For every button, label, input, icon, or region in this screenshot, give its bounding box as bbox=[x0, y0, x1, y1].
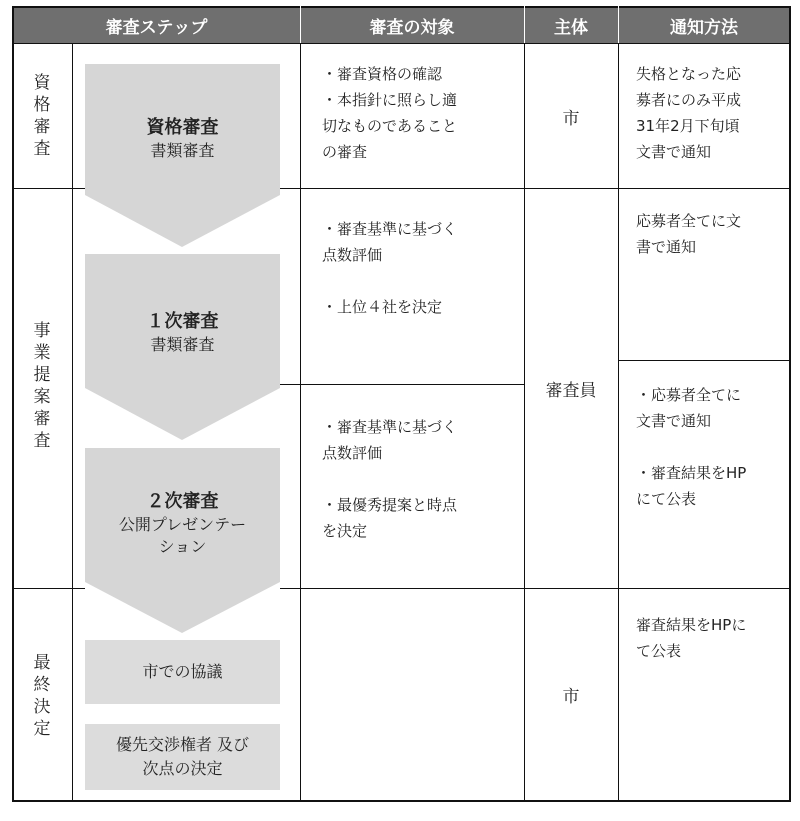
stage-final-decision bbox=[85, 724, 280, 790]
target-first-line3: ・上位４社を決定 bbox=[322, 298, 443, 316]
hline-section-1-left bbox=[12, 188, 85, 189]
stage-final-decision-line2: 次点の決定 bbox=[142, 759, 223, 778]
target-qual-line1: ・審査資格の確認 bbox=[322, 65, 443, 83]
stage-first-review-sub: 書類審査 bbox=[150, 335, 215, 354]
stage-final-decision-line1: 優先交渉権者 及び bbox=[115, 735, 250, 754]
header-step: 審査ステップ bbox=[13, 7, 300, 44]
section-label-proposal: 事業提案審査 bbox=[33, 321, 51, 451]
stage-second-review bbox=[85, 490, 280, 558]
section-label-qualification: 資格審査 bbox=[33, 73, 51, 159]
notify-qual-line4: 文書で通知 bbox=[636, 143, 712, 161]
table-border-right bbox=[789, 6, 791, 802]
stage-city-discussion: 市での協議 bbox=[85, 640, 280, 704]
target-qual-line3: 切なものであること bbox=[322, 117, 458, 135]
hline-proposal-split-target bbox=[280, 384, 524, 385]
notify-second-line3: ・審査結果をHP bbox=[636, 464, 747, 482]
notify-final-line1: 審査結果をHPに bbox=[636, 616, 747, 634]
target-qual-line4: の審査 bbox=[322, 143, 368, 161]
stage-second-review-sub1: 公開プレゼンテー bbox=[118, 515, 247, 534]
notify-first-review bbox=[636, 208, 786, 260]
notify-final bbox=[636, 612, 786, 664]
target-second-line4: を決定 bbox=[322, 522, 368, 540]
target-first-review bbox=[322, 216, 518, 320]
hline-section-2-left bbox=[12, 588, 85, 589]
notify-second-line1: ・応募者全てに bbox=[636, 386, 742, 404]
subject-proposal: 審査員 bbox=[545, 380, 597, 401]
table-border-top bbox=[12, 6, 791, 8]
header-subject: 主体 bbox=[524, 7, 618, 44]
target-second-review bbox=[322, 414, 518, 544]
header-divider-2 bbox=[524, 6, 525, 44]
target-first-line1: ・審査基準に基づく bbox=[322, 220, 458, 238]
vline-label-col bbox=[72, 44, 73, 802]
table-border-bottom bbox=[12, 800, 791, 802]
notify-final-line2: て公表 bbox=[636, 642, 682, 660]
stage-second-review-title: ２次審査 bbox=[146, 491, 219, 512]
section-label-final: 最終決定 bbox=[33, 653, 51, 739]
hline-proposal-split-notify bbox=[618, 360, 790, 361]
stage-qualification-sub: 書類審査 bbox=[150, 141, 215, 160]
vline-notify-col bbox=[618, 44, 619, 802]
notify-second-line4: にて公表 bbox=[636, 490, 697, 508]
hline-section-1-right bbox=[280, 188, 790, 189]
vline-target-col bbox=[300, 44, 301, 802]
target-first-line2: 点数評価 bbox=[322, 246, 383, 264]
target-second-line1: ・審査基準に基づく bbox=[322, 418, 458, 436]
notify-first-line2: 書で通知 bbox=[636, 238, 697, 256]
stage-qualification bbox=[85, 116, 280, 162]
notify-first-line1: 応募者全てに文 bbox=[636, 212, 742, 230]
header-notify: 通知方法 bbox=[618, 7, 790, 44]
header-divider-1 bbox=[300, 6, 301, 44]
notify-qualification bbox=[636, 61, 786, 165]
target-qualification bbox=[322, 61, 518, 165]
target-qual-line2: ・本指針に照らし適 bbox=[322, 91, 458, 109]
stage-second-review-sub2: ション bbox=[158, 537, 207, 556]
notify-second-line2: 文書で通知 bbox=[636, 412, 712, 430]
subject-qualification: 市 bbox=[562, 108, 580, 129]
header-divider-3 bbox=[618, 6, 619, 44]
stage-first-review bbox=[85, 310, 280, 356]
target-second-line3: ・最優秀提案と時点 bbox=[322, 496, 458, 514]
vline-subject-col bbox=[524, 44, 525, 802]
stage-first-review-title: １次審査 bbox=[146, 311, 219, 332]
notify-qual-line3: 31年2月下旬頃 bbox=[636, 117, 740, 135]
header-bottom bbox=[12, 43, 791, 44]
notify-qual-line1: 失格となった応 bbox=[636, 65, 742, 83]
subject-final: 市 bbox=[562, 686, 580, 707]
notify-second-review bbox=[636, 382, 786, 512]
header-target: 審査の対象 bbox=[300, 7, 524, 44]
notify-qual-line2: 募者にのみ平成 bbox=[636, 91, 742, 109]
table-border-left bbox=[12, 6, 14, 802]
hline-section-2-right bbox=[280, 588, 790, 589]
stage-qualification-title: 資格審査 bbox=[146, 117, 219, 138]
target-second-line2: 点数評価 bbox=[322, 444, 383, 462]
